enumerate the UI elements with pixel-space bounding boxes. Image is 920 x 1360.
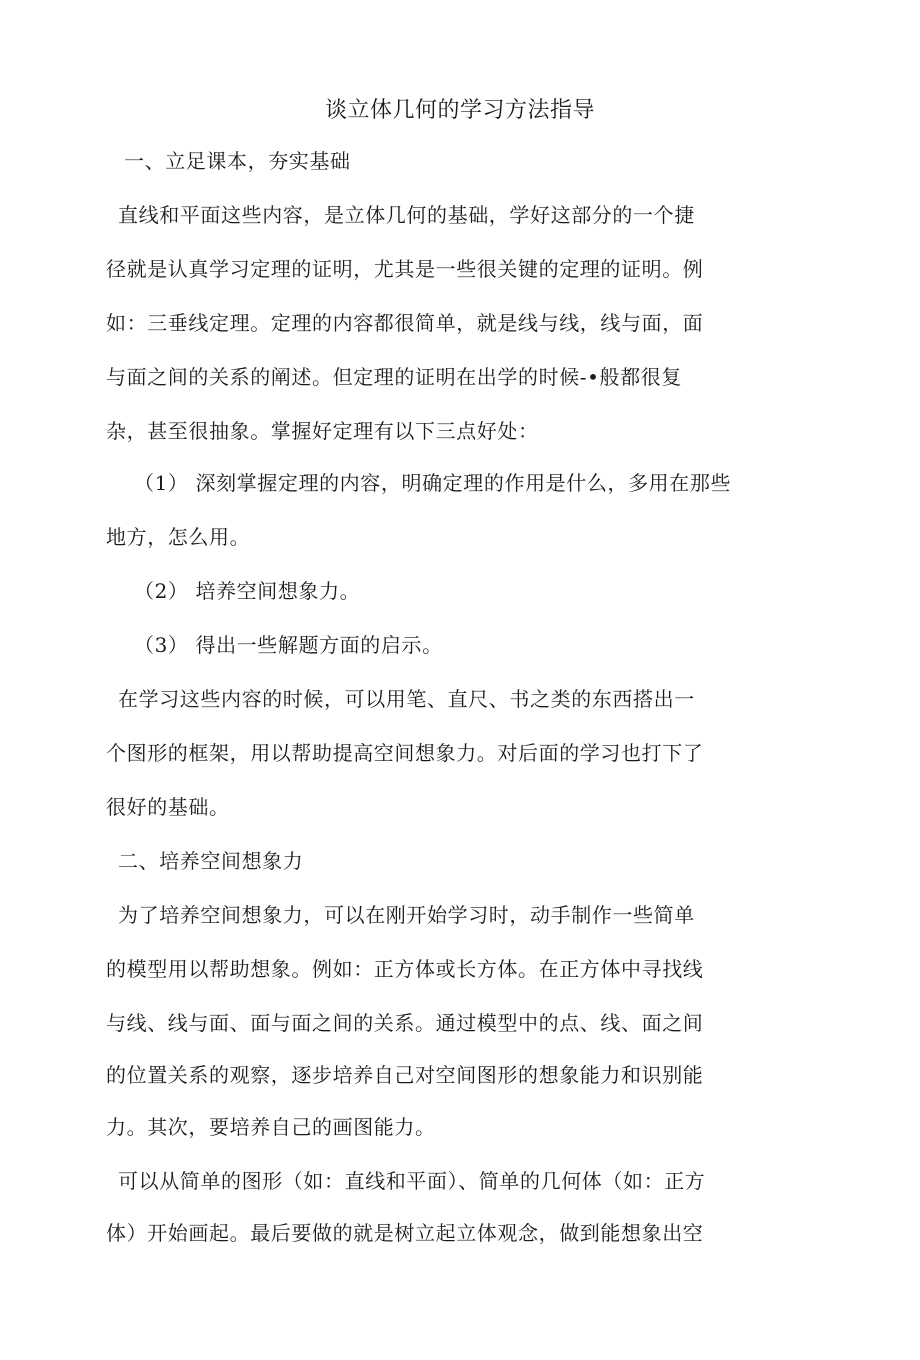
paragraph-line: 与面之间的关系的阐述。但定理的证明在出学的时候-•般都很复 [106, 365, 682, 389]
list-item-1-continued: 地方，怎么用。 [106, 525, 251, 549]
paragraph-line: 为了培养空间想象力，可以在刚开始学习时，动手制作一些简单 [118, 903, 695, 927]
paragraph-line: 在学习这些内容的时候，可以用笔、直尺、书之类的东西搭出一 [118, 687, 695, 711]
list-item-3: （3） 得出一些解题方面的启示。 [134, 633, 443, 657]
list-item-2: （2） 培养空间想象力。 [134, 579, 361, 603]
paragraph-line: 的位置关系的观察，逐步培养自己对空间图形的想象能力和识别能 [106, 1063, 704, 1087]
paragraph-line: 可以从简单的图形（如：直线和平面）、简单的几何体（如：正方 [118, 1169, 706, 1193]
paragraph-line: 的模型用以帮助想象。例如：正方体或长方体。在正方体中寻找线 [106, 957, 704, 981]
paragraph-line: 力。其次，要培养自己的画图能力。 [106, 1115, 436, 1139]
paragraph-line: 直线和平面这些内容，是立体几何的基础，学好这部分的一个捷 [118, 203, 695, 227]
paragraph-line: 体）开始画起。最后要做的就是树立起立体观念，做到能想象出空 [106, 1221, 704, 1245]
document-title: 谈立体几何的学习方法指导 [324, 98, 595, 123]
section-heading-2: 二、培养空间想象力 [118, 849, 304, 873]
paragraph-line: 杂，甚至很抽象。掌握好定理有以下三点好处： [106, 419, 539, 443]
paragraph-line: 很好的基础。 [106, 795, 230, 819]
paragraph-line: 径就是认真学习定理的证明，尤其是一些很关键的定理的证明。例 [106, 257, 704, 281]
list-item-1: （1） 深刻掌握定理的内容，明确定理的作用是什么，多用在那些 [134, 471, 732, 495]
paragraph-line: 如：三垂线定理。定理的内容都很简单，就是线与线，线与面，面 [106, 311, 704, 335]
paragraph-line: 与线、线与面、面与面之间的关系。通过模型中的点、线、面之间 [106, 1011, 704, 1035]
paragraph-line: 个图形的框架，用以帮助提高空间想象力。对后面的学习也打下了 [106, 741, 704, 765]
section-heading-1: 一、立足课本，夯实基础 [124, 149, 351, 173]
